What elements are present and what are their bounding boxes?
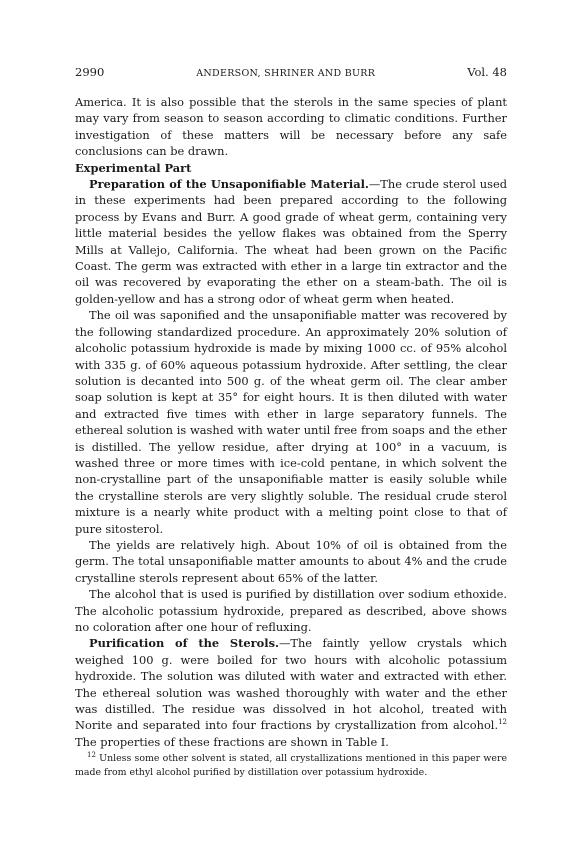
paragraph-alcohol: The alcohol that is used is purified by distillation over sodium ethoxide. The alcoholic potassium hydroxide, prepared as described, above shows no coloration after one hour of refluxing. <box>75 587 507 634</box>
paragraph-purification-text: —The faintly yellow crystals which weighed 100 g. were boiled for two hours with alcoholic potassium hydroxide. The solution was diluted with water and extracted with ether. The ethereal solution was washed thoroughly with water and the ether was distilled. The residue was dissolved in hot alcohol, treated with Norite and separated into four fractions by crystallization from alcohol. <box>75 636 507 733</box>
footnote-reference[interactable]: 12 <box>498 718 507 727</box>
running-title: ANDERSON, SHRINER AND BURR <box>196 68 376 79</box>
footnote-text: Unless some other solvent is stated, all crystallizations mentioned in this paper were made from ethyl alcohol purified by distillation over potassium hydroxide. <box>75 753 507 778</box>
footnote <box>75 752 507 779</box>
paragraph-preparation <box>75 176 507 307</box>
paragraph-intro: America. It is also possible that the sterols in the same species of plant may vary from season to season according to climatic conditions. Further investigation of these matters will be necessary before any safe conclusions can be drawn. <box>75 95 507 159</box>
footnote-marker: 12 <box>87 751 96 760</box>
page-number: 2990 <box>75 65 105 79</box>
running-head <box>75 64 507 82</box>
paragraph-purification <box>75 635 507 750</box>
paragraph-preparation-text: —The crude sterol used in these experiments had been prepared according to the following process by Evans and Burr. A good grade of wheat germ, containing very little material besides the yellow flakes was obtained from the Sperry Mills at Vallejo, California. The wheat had been grown on the Pacific Coast. The germ was extracted with ether in a large tin extractor and the oil was recovered by evaporating the ether on a steam-bath. The oil is golden-yellow and has a strong odor of wheat germ when heated. <box>75 177 507 306</box>
run-in-heading-preparation: Preparation of the Unsaponifiable Material. <box>89 177 369 192</box>
body-text <box>75 94 507 750</box>
section-title: Experimental Part <box>75 160 192 175</box>
paragraph-yields: The yields are relatively high. About 10% of oil is obtained from the germ. The total unsaponifiable matter amounts to about 4% and the crude crystalline sterols represent about 65% of the latter. <box>75 537 507 585</box>
paragraph-purification-tail: The properties of these fractions are shown in Table I. <box>75 734 389 749</box>
run-in-heading-purification: Purification of the Sterols. <box>89 636 279 651</box>
page <box>75 64 507 779</box>
footnote-body <box>75 752 507 779</box>
paragraph-saponification: The oil was saponified and the unsaponifiable matter was recovered by the following standardized procedure. An approximately 20% solution of alcoholic potassium hydroxide is made by mixing 1000 cc. of 95% alcohol with 335 g. of 60% aqueous potassium hydroxide. After settling, the clear solution is decanted into 500 g. of the wheat germ oil. The clear amber soap solution is kept at 35° for eight hours. It is then diluted with water and extracted five times with ether in large separatory funnels. The ethereal solution is washed with water until free from soaps and the ether is distilled. The yellow residue, after drying at 100° in a vacuum, is washed three or more times with ice-cold pentane, in which solvent the non-crystalline part of the unsaponifiable matter is easily soluble while the crystalline sterols are very slightly soluble. The residual crude sterol mixture is a nearly white product with a melting point close to that of pure sitosterol. <box>75 308 507 536</box>
volume-label: Vol. 48 <box>467 65 507 79</box>
